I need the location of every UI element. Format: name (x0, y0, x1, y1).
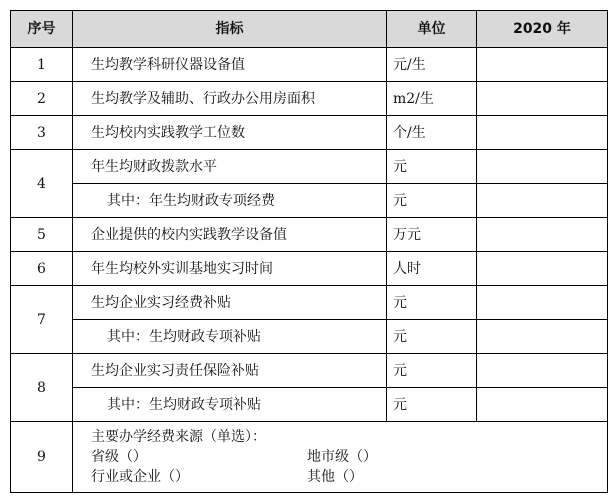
indicator-cell: 生均企业实习经费补贴 (73, 286, 387, 320)
indicator-cell: 年生均财政拨款水平 (73, 150, 387, 184)
table-row (11, 116, 608, 150)
funding-row (11, 422, 608, 493)
row-number: 1 (11, 48, 73, 82)
row-number: 5 (11, 218, 73, 252)
row-number: 7 (11, 286, 73, 354)
table-subrow (11, 184, 608, 218)
row-number: 4 (11, 150, 73, 218)
row-number: 2 (11, 82, 73, 116)
sub-indicator-cell: 其中：生均财政专项补贴 (73, 320, 387, 354)
indicator-cell: 生均教学科研仪器设备值 (73, 48, 387, 82)
value-cell[interactable] (477, 320, 608, 354)
option-other[interactable]: 其他（） (307, 469, 363, 485)
unit-cell: 元 (387, 320, 477, 354)
unit-cell: 人时 (387, 252, 477, 286)
unit-cell: 元/生 (387, 48, 477, 82)
header-indicator: 指标 (73, 11, 387, 48)
funding-source-cell (73, 422, 608, 493)
value-cell[interactable] (477, 48, 608, 82)
row-number: 9 (11, 422, 73, 493)
indicator-cell: 生均教学及辅助、行政办公用房面积 (73, 82, 387, 116)
funding-options-row-2 (91, 467, 601, 487)
unit-cell: 元 (387, 184, 477, 218)
funding-source-title: 主要办学经费来源（单选）： (91, 429, 266, 445)
unit-cell: m2/生 (387, 82, 477, 116)
table-subrow (11, 320, 608, 354)
header-unit: 单位 (387, 11, 477, 48)
unit-cell: 元 (387, 388, 477, 422)
funding-options-row-1 (91, 447, 601, 467)
indicator-cell: 生均校内实践教学工位数 (73, 116, 387, 150)
option-industry-enterprise[interactable]: 行业或企业（） (91, 469, 189, 485)
indicator-table (10, 10, 608, 493)
table-row (11, 48, 608, 82)
table-row (11, 252, 608, 286)
unit-cell: 个/生 (387, 116, 477, 150)
header-year: 2020 年 (477, 11, 608, 48)
value-cell[interactable] (477, 354, 608, 388)
indicator-cell: 生均企业实习责任保险补贴 (73, 354, 387, 388)
value-cell[interactable] (477, 218, 608, 252)
value-cell[interactable] (477, 252, 608, 286)
table-row (11, 218, 608, 252)
option-provincial[interactable]: 省级（） (91, 449, 147, 465)
header-row (11, 11, 608, 48)
table-row (11, 150, 608, 184)
unit-cell: 万元 (387, 218, 477, 252)
row-number: 6 (11, 252, 73, 286)
table-row (11, 286, 608, 320)
indicator-cell: 年生均校外实训基地实习时间 (73, 252, 387, 286)
value-cell[interactable] (477, 82, 608, 116)
sub-indicator-cell: 其中：生均财政专项补贴 (73, 388, 387, 422)
value-cell[interactable] (477, 286, 608, 320)
value-cell[interactable] (477, 150, 608, 184)
table-row (11, 82, 608, 116)
row-number: 8 (11, 354, 73, 422)
row-number: 3 (11, 116, 73, 150)
unit-cell: 元 (387, 150, 477, 184)
unit-cell: 元 (387, 286, 477, 320)
header-no: 序号 (11, 11, 73, 48)
unit-cell: 元 (387, 354, 477, 388)
value-cell[interactable] (477, 184, 608, 218)
indicator-cell: 企业提供的校内实践教学设备值 (73, 218, 387, 252)
table-row (11, 354, 608, 388)
sub-indicator-cell: 其中：年生均财政专项经费 (73, 184, 387, 218)
table-subrow (11, 388, 608, 422)
option-municipal[interactable]: 地市级（） (307, 449, 377, 465)
value-cell[interactable] (477, 388, 608, 422)
value-cell[interactable] (477, 116, 608, 150)
